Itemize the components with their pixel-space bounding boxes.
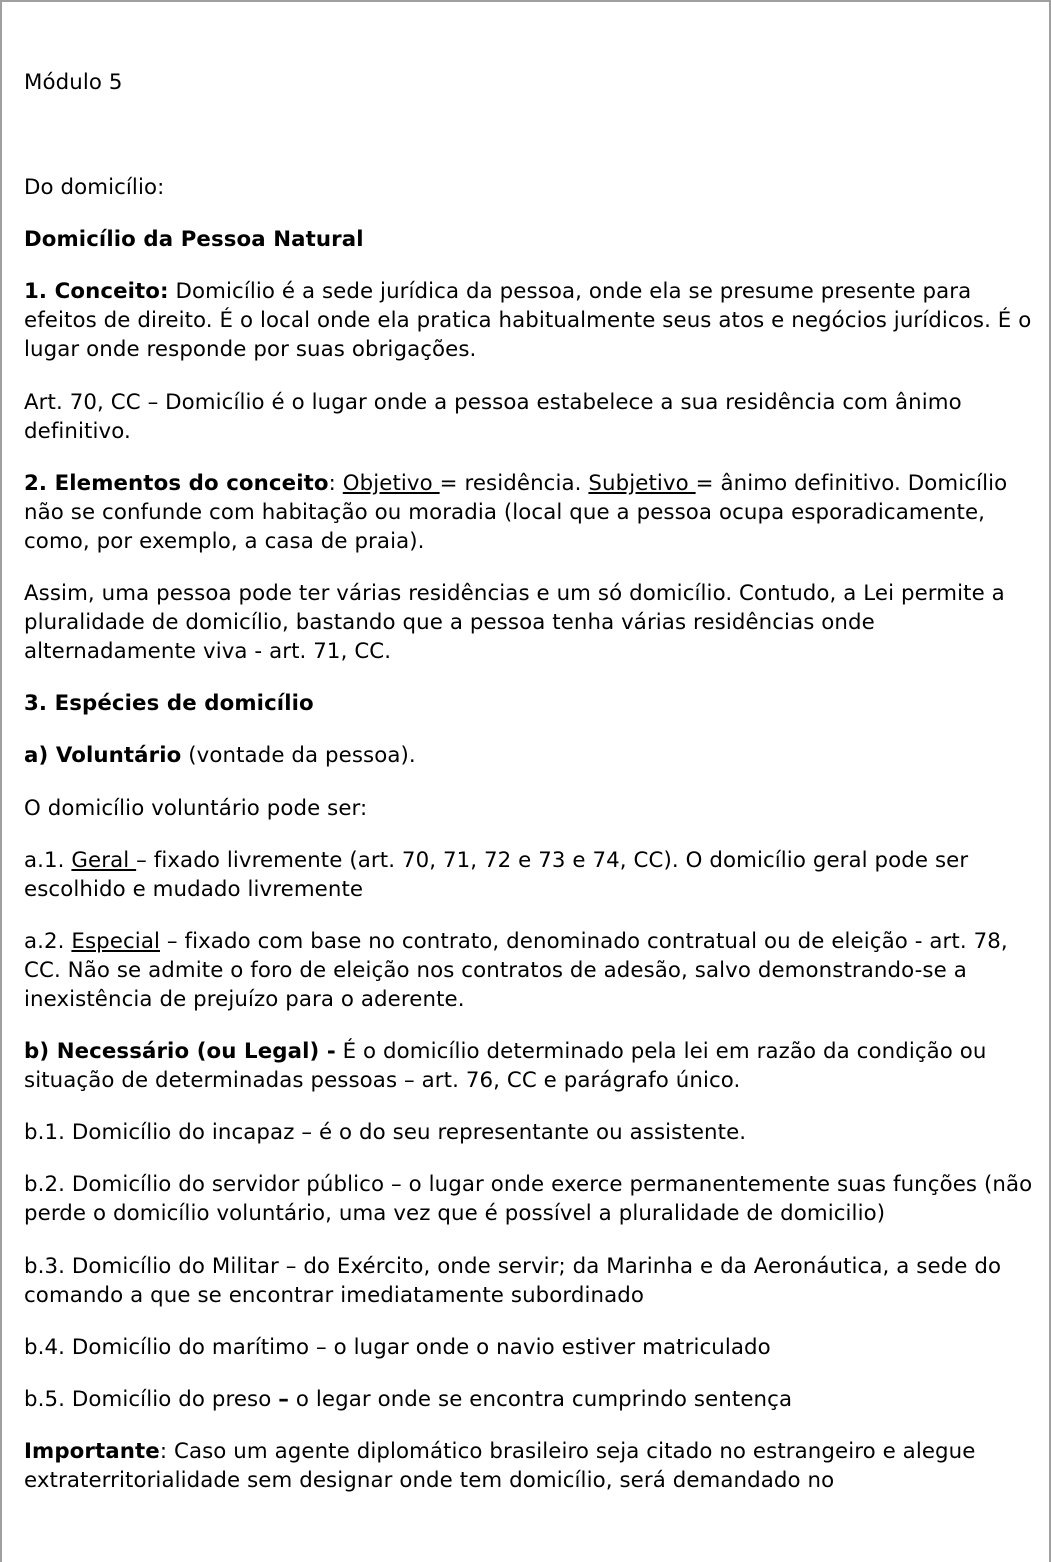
paragraph-conceito — [24, 277, 1044, 364]
subjetivo-term: Subjetivo — [588, 470, 696, 496]
voluntario-label: a) Voluntário — [24, 743, 182, 769]
paragraph-necessario — [24, 1037, 1044, 1095]
section-heading — [24, 225, 1044, 254]
elementos-colon: : — [328, 470, 343, 496]
elementos-label: 2. Elementos do conceito — [24, 470, 329, 496]
a1-prefix: a.1. — [24, 847, 72, 873]
a1-label: Geral — [71, 847, 137, 873]
heading-text: Domicílio da Pessoa Natural — [24, 227, 364, 253]
conceito-text: Domicílio é a sede jurídica da pessoa, onde ela se presume presente para efeitos de direito. É o local onde ela pratica habitualmente seus atos e negócios jurídicos. É o lugar onde responde por suas obrigações. — [24, 279, 1032, 363]
paragraph-assim: Assim, uma pessoa pode ter várias residências e um só domicílio. Contudo, a Lei permite a pluralidade de domicílio, bastando que a pessoa tenha várias residências onde alternadamente viva - art. 71, CC. — [24, 580, 1005, 664]
paragraph-b5 — [24, 1385, 1044, 1414]
importante-text: : Caso um agente diplomático brasileiro seja citado no estrangeiro e alegue extraterritorialidade sem designar onde tem domicílio, será demandado no — [24, 1439, 976, 1494]
paragraph-b2: b.2. Domicílio do servidor público – o lugar onde exerce permanentemente suas funções (não perde o domicílio voluntário, uma vez que é possível a pluralidade de domicilio) — [24, 1172, 1033, 1227]
a2-text: – fixado com base no contrato, denominado contratual ou de eleição - art. 78, CC. Não se admite o foro de eleição nos contratos de adesão, salvo demonstrando-se a inexistência de prejuízo para o aderente. — [24, 928, 1008, 1012]
a2-label: Especial — [71, 928, 160, 954]
section-especies — [24, 689, 1044, 718]
document-content — [24, 68, 1044, 1518]
paragraph-a2 — [24, 927, 1044, 1014]
paragraph-importante — [24, 1437, 1044, 1495]
necessario-text: É o domicílio determinado pela lei em razão da condição ou situação de determinadas pessoas – art. 76, CC e parágrafo único. — [24, 1039, 987, 1094]
b5-text2: o legar onde se encontra cumprindo sentença — [289, 1387, 793, 1412]
objetivo-text: = residência. — [439, 470, 589, 496]
importante-label: Importante — [24, 1439, 160, 1465]
necessario-label: b) Necessário (ou Legal) - — [24, 1039, 336, 1065]
paragraph-voluntario — [24, 741, 1044, 770]
intro-line: Do domicílio: — [24, 175, 165, 200]
objetivo-term: Objetivo — [342, 470, 440, 496]
a1-text: – fixado livremente (art. 70, 71, 72 e 73 e 74, CC). O domicílio geral pode ser escolhido e mudado livremente — [24, 847, 969, 902]
b5-text1: b.5. Domicílio do preso — [24, 1387, 279, 1412]
subjetivo-text: = ânimo definitivo. Domicílio não se confunde com habitação ou moradia (local que a pessoa ocupa esporadicamente, como, por exemplo, a casa de praia). — [24, 470, 1008, 554]
b5-dash: – — [278, 1387, 289, 1412]
paragraph-voluntario-intro: O domicílio voluntário pode ser: — [24, 795, 368, 821]
conceito-label: 1. Conceito: — [24, 279, 169, 305]
module-title: Módulo 5 — [24, 70, 123, 95]
paragraph-b4: b.4. Domicílio do marítimo – o lugar onde o navio estiver matriculado — [24, 1334, 771, 1360]
paragraph-b1: b.1. Domicílio do incapaz – é o do seu representante ou assistente. — [24, 1120, 747, 1146]
paragraph-b3: b.3. Domicílio do Militar – do Exército, onde servir; da Marinha e da Aeronáutica, a sede do comando a que se encontrar imediatamente subordinado — [24, 1253, 1002, 1308]
paragraph-a1 — [24, 846, 1044, 904]
voluntario-text: (vontade da pessoa). — [181, 743, 416, 769]
especies-heading: 3. Espécies de domicílio — [24, 691, 314, 717]
paragraph-art70: Art. 70, CC – Domicílio é o lugar onde a pessoa estabelece a sua residência com ânimo definitivo. — [24, 389, 962, 444]
a2-prefix: a.2. — [24, 928, 72, 954]
paragraph-elementos — [24, 469, 1044, 556]
